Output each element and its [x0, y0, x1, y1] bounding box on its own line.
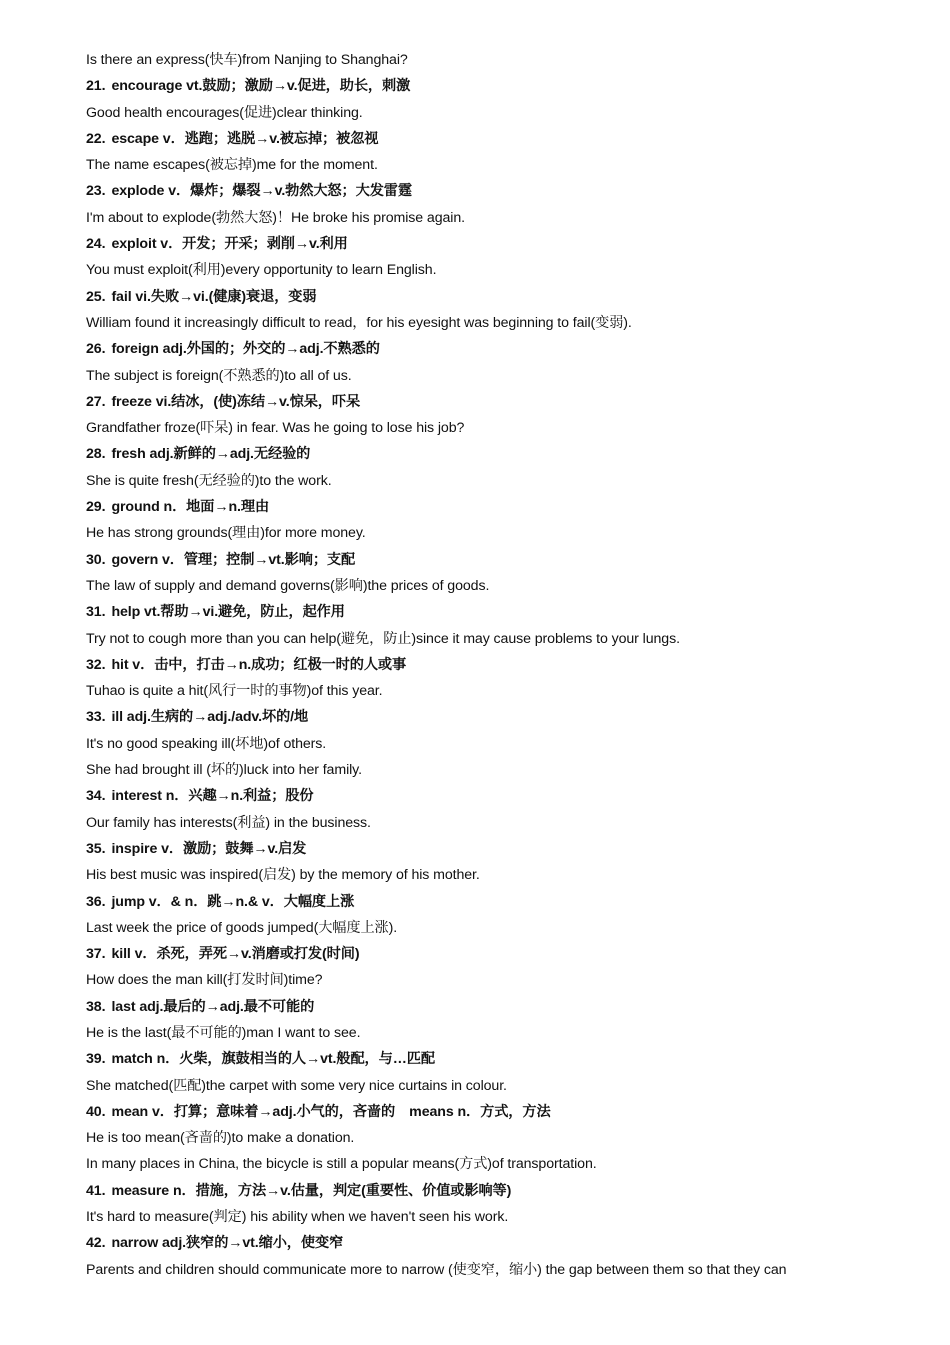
entry-number: 33.	[86, 709, 106, 726]
example-sentence: The name escapes(被忘掉)me for the moment.	[86, 157, 378, 174]
example-sentence: Is there an express(快车)from Nanjing to Shanghai?	[86, 52, 408, 68]
example-sentence: Tuhao is quite a hit(风行一时的事物)of this year.	[86, 683, 383, 700]
entry-definition: measure n．措施，方法→v.估量，判定(重要性、价值或影响等)	[111, 1182, 512, 1199]
entry-number: 27.	[86, 393, 106, 410]
entry-definition: jump v．& n．跳→n.& v．大幅度上涨	[111, 893, 355, 910]
example-sentence: You must exploit(利用)every opportunity to learn English.	[86, 262, 437, 279]
entry-definition: mean v．打算；意味着→adj.小气的，吝啬的 means n．方式，方法	[111, 1103, 551, 1120]
example-sentence: It's no good speaking ill(坏地)of others.	[86, 735, 327, 752]
example-sentence: His best music was inspired(启发) by the memory of his mother.	[86, 867, 480, 884]
vocab-entry	[86, 652, 936, 678]
example-sentence: Our family has interests(利益) in the business.	[86, 814, 371, 831]
entry-definition: fresh adj.新鲜的→adj.无经验的	[111, 446, 311, 463]
vocab-entry	[86, 704, 936, 730]
entry-definition: fail vi.失败→vi.(健康)衰退，变弱	[111, 288, 317, 305]
entry-number: 24.	[86, 236, 106, 253]
example-sentence: William found it increasingly difficult to read，for his eyesight was beginning to fail(变弱).	[86, 314, 632, 331]
vocab-entry	[86, 73, 936, 99]
entry-definition: escape v．逃跑；逃脱→v.被忘掉；被忽视	[111, 130, 379, 147]
vocab-entry	[86, 336, 936, 362]
vocab-entry	[86, 783, 936, 809]
entry-definition: hit v．击中，打击→n.成功；红极一时的人或事	[111, 656, 407, 673]
entry-number: 38.	[86, 998, 106, 1015]
vocab-entry	[86, 547, 936, 573]
entry-definition: explode v．爆炸；爆裂→v.勃然大怒；大发雷霆	[111, 183, 412, 200]
entry-definition: ground n．地面→n.理由	[111, 499, 270, 516]
vocab-entry	[86, 1046, 936, 1072]
example-sentence: The law of supply and demand governs(影响)the prices of goods.	[86, 577, 490, 594]
example-sentence: He is the last(最不可能的)man I want to see.	[86, 1024, 361, 1041]
entry-definition: help vt.帮助→vi.避免，防止，起作用	[111, 604, 345, 621]
example-sentence: In many places in China, the bicycle is still a popular means(方式)of transportation.	[86, 1156, 597, 1173]
entry-definition: inspire v．激励；鼓舞→v.启发	[111, 840, 307, 857]
vocab-entry	[86, 994, 936, 1020]
example-sentence: Try not to cough more than you can help(避免，防止)since it may cause problems to your lungs.	[86, 630, 680, 647]
example-sentence: Last week the price of goods jumped(大幅度上涨).	[86, 919, 398, 936]
entry-number: 42.	[86, 1235, 106, 1252]
example-sentence: Parents and children should communicate more to narrow (使变窄，缩小) the gap between them so that they can	[86, 1261, 787, 1278]
entry-number: 22.	[86, 130, 106, 147]
vocab-entry	[86, 836, 936, 862]
vocab-entry	[86, 941, 936, 967]
entry-number: 40.	[86, 1103, 106, 1120]
entry-number: 35.	[86, 840, 106, 857]
entry-number: 36.	[86, 893, 106, 910]
entry-number: 21.	[86, 78, 106, 95]
entry-definition: last adj.最后的→adj.最不可能的	[111, 998, 315, 1015]
entry-number: 34.	[86, 788, 106, 805]
entry-number: 31.	[86, 604, 106, 621]
document-page	[86, 47, 936, 1283]
entry-number: 32.	[86, 656, 106, 673]
entry-definition: narrow adj.狭窄的→vt.缩小，使变窄	[111, 1235, 344, 1252]
vocab-entry	[86, 1178, 936, 1204]
entry-number: 29.	[86, 499, 106, 516]
vocab-entry	[86, 1230, 936, 1256]
entry-number: 41.	[86, 1182, 106, 1199]
vocab-entry	[86, 1099, 936, 1125]
entry-number: 23.	[86, 183, 106, 200]
entry-number: 25.	[86, 288, 106, 305]
example-sentence: She is quite fresh(无经验的)to the work.	[86, 472, 332, 489]
vocab-entry	[86, 178, 936, 204]
vocab-entry	[86, 494, 936, 520]
entry-definition: interest n．兴趣→n.利益；股份	[111, 788, 314, 805]
example-sentence: I'm about to explode(勃然大怒)！He broke his promise again.	[86, 209, 465, 226]
example-sentence: Grandfather froze(吓呆) in fear. Was he going to lose his job?	[86, 420, 465, 437]
entry-definition: foreign adj.外国的；外交的→adj.不熟悉的	[111, 341, 380, 358]
vocab-entry	[86, 389, 936, 415]
example-sentence: She had brought ill (坏的)luck into her family.	[86, 762, 362, 779]
vocab-entry	[86, 599, 936, 625]
vocab-entry	[86, 231, 936, 257]
entry-number: 30.	[86, 551, 106, 568]
example-sentence: He has strong grounds(理由)for more money.	[86, 525, 366, 542]
vocab-entry	[86, 441, 936, 467]
example-sentence: The subject is foreign(不熟悉的)to all of us.	[86, 367, 352, 384]
entry-definition: match n．火柴，旗鼓相当的人→vt.般配，与…匹配	[111, 1051, 435, 1068]
example-sentence: She matched(匹配)the carpet with some very nice curtains in colour.	[86, 1077, 507, 1094]
entry-definition: kill v．杀死，弄死→v.消磨或打发(时间)	[111, 946, 360, 963]
entry-definition: ill adj.生病的→adj./adv.坏的/地	[111, 709, 309, 726]
entry-definition: govern v．管理；控制→vt.影响；支配	[111, 551, 356, 568]
entry-number: 37.	[86, 946, 106, 963]
vocab-entry	[86, 126, 936, 152]
vocab-entry	[86, 889, 936, 915]
entry-definition: freeze vi.结冰，(使)冻结→v.惊呆，吓呆	[111, 393, 361, 410]
entry-number: 39.	[86, 1051, 106, 1068]
example-sentence: How does the man kill(打发时间)time?	[86, 972, 323, 989]
example-sentence: He is too mean(吝啬的)to make a donation.	[86, 1130, 355, 1147]
example-sentence: It's hard to measure(判定) his ability when we haven't seen his work.	[86, 1209, 509, 1226]
vocab-entry	[86, 284, 936, 310]
entry-definition: encourage vt.鼓励；激励→v.促进，助长，刺激	[111, 78, 411, 95]
entry-definition: exploit v．开发；开采；剥削→v.利用	[111, 236, 348, 253]
entry-number: 28.	[86, 446, 106, 463]
vocabulary-list	[86, 47, 936, 1283]
example-sentence: Good health encourages(促进)clear thinking.	[86, 104, 363, 121]
entry-number: 26.	[86, 341, 106, 358]
